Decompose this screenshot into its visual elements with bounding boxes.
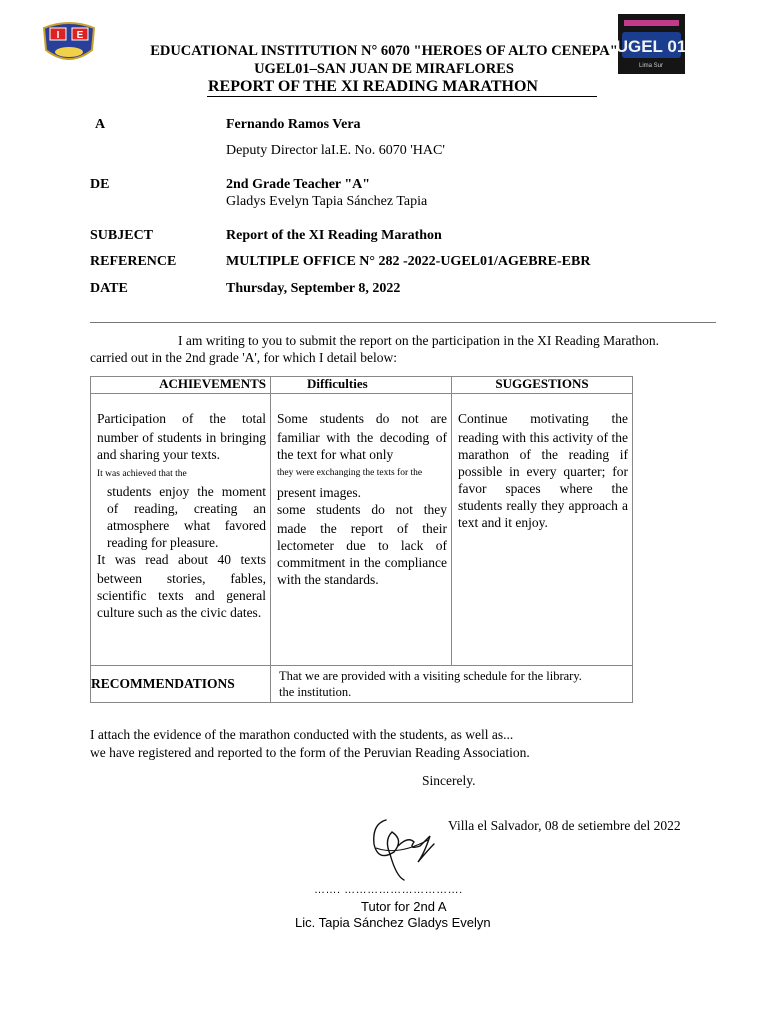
recommendations-row [91,666,633,703]
place-date: Villa el Salvador, 08 de setiembre del 2022 [448,818,681,833]
list-item: It was achieved that the [97,469,187,479]
institution-name: EDUCATIONAL INSTITUTION N° 6070 "HEROES OF ALTO CENEPA" [150,43,618,59]
difficulties-cell [271,394,452,666]
report-title: REPORT OF THE XI READING MARATHON [208,78,538,95]
subject-label: SUBJECT [90,228,154,243]
recommendations-label: RECOMMENDATIONS [91,666,271,703]
header-achievements: ACHIEVEMENTS [91,377,271,394]
to-name: Fernando Ramos Vera [226,117,361,132]
table-content-row [91,394,633,666]
signer-name: Lic. Tapia Sánchez Gladys Evelyn [295,915,491,930]
header-suggestions: SUGGESTIONS [452,377,633,394]
to-label: A [95,117,106,132]
list-item: Participation of the total number of students in bringing and sharing your texts. [97,411,266,462]
suggestions-cell [452,394,633,666]
report-table [90,376,633,703]
date-label: DATE [90,281,128,296]
signer-role: Tutor for 2nd A [361,899,447,914]
from-name: Gladys Evelyn Tapia Sánchez Tapia [226,194,428,209]
list-item: some students do not they made the report of their lectometer due to lack of commitment in the compliance with the standards. [277,502,447,587]
list-item: It was read about 40 texts between stories, fables, scientific texts and general culture such as the civic dates. [97,552,266,620]
list-item: they were exchanging the texts for the [277,468,423,478]
ugel-logo-text: UGEL 01 [618,37,685,56]
list-item: Continue motivating the reading with this activity of the marathon of the reading if possible in every quarter; for favor spaces where the students really they approach a text and it enjoy. [458,411,628,530]
logo-letter-e: E [76,30,84,41]
reference-value: MULTIPLE OFFICE N° 282 -2022-UGEL01/AGEBRE-EBR [226,254,591,269]
signature-line: ……. …………………………. [314,884,463,896]
signature-image [368,810,440,893]
logo-letter-i: I [56,30,60,41]
achievements-cell [91,394,271,666]
recommendations-line-2: the institution. [279,685,352,699]
subject-value: Report of the XI Reading Marathon [226,228,442,243]
list-item: students enjoy the moment of reading, creating an atmosphere what favored reading for pleasure. [107,484,266,550]
title-underline [207,96,597,97]
to-role: Deputy Director laI.E. No. 6070 'HAC' [226,143,445,158]
list-item: Some students do not are familiar with the decoding of the text for what only [277,411,447,462]
closing-line-2: we have registered and reported to the form of the Peruvian Reading Association. [90,745,530,760]
list-item: present images. [277,485,361,500]
reference-label: REFERENCE [90,254,177,269]
from-role: 2nd Grade Teacher "A" [226,177,371,192]
intro-line-1: I am writing to you to submit the report on the participation in the XI Reading Marathon. [178,333,660,348]
from-label: DE [90,177,110,192]
ugel-name: UGEL01–SAN JUAN DE MIRAFLORES [254,61,514,77]
date-value: Thursday, September 8, 2022 [226,281,401,296]
intro-line-2: carried out in the 2nd grade 'A', for which I detail below: [90,350,398,365]
recommendations-text [271,666,633,703]
recommendations-line-1: That we are provided with a visiting schedule for the library. [279,669,582,683]
table-header-row [91,377,633,394]
separator-line [90,322,716,323]
closing-line-1: I attach the evidence of the marathon conducted with the students, as well as... [90,727,514,742]
header-difficulties: Difficulties [271,377,452,394]
ugel-logo-subtext: Lima Sur [638,63,664,69]
sincerely-text: Sincerely. [422,773,476,788]
